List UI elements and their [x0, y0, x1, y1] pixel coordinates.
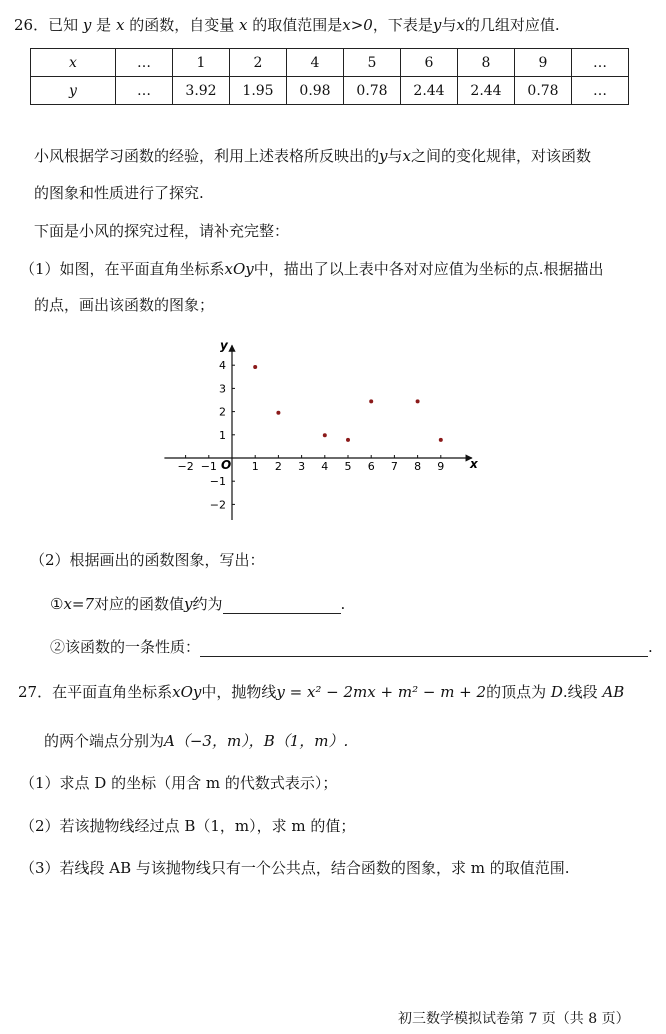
data-point: [276, 411, 280, 415]
x-tick-label: 3: [298, 460, 306, 473]
x-tick-label: 7: [390, 460, 398, 473]
table-cell: …: [116, 49, 173, 77]
table-cell: y: [31, 77, 116, 105]
part-2: （2）根据画出的函数图象，写出：: [30, 551, 265, 569]
value-table: [30, 48, 629, 105]
parabola-formula: y = x² − 2mx + m² − m + 2: [276, 683, 487, 701]
y-tick-label: −2: [209, 498, 226, 512]
y-tick-label: 1: [219, 428, 226, 442]
data-point: [253, 365, 257, 369]
table-cell: 0.78: [515, 77, 572, 105]
table-row-x: [31, 49, 629, 77]
y-tick-label: 3: [219, 382, 226, 396]
table-cell: 1: [173, 49, 230, 77]
table-cell: 8: [458, 49, 515, 77]
data-point: [346, 438, 350, 442]
x-tick-label: 5: [344, 460, 352, 473]
part-1: （1）如图，在平面直角坐标系xOy中，描出了以上表中各对对应值为坐标的点.根据描出: [20, 260, 604, 278]
x-tick-label: 8: [414, 460, 422, 473]
x-tick-label: −1: [200, 460, 217, 473]
table-cell: 1.95: [230, 77, 287, 105]
paragraph-1-line2: 的图象和性质进行了探究.: [34, 184, 204, 202]
q27-part-2: （2）若该抛物线经过点 B（1，m），求 m 的值；: [20, 817, 356, 835]
table-row-y: [31, 77, 629, 105]
x-tick-label: 9: [437, 460, 445, 473]
table-cell: 6: [401, 49, 458, 77]
table-cell: 2.44: [458, 77, 515, 105]
q27-intro: 27．在平面直角坐标系xOy中，抛物线y = x² − 2mx + m² − m + 2的顶点为 D.线段 AB: [18, 683, 625, 701]
table-cell: …: [572, 49, 629, 77]
table-cell: 5: [344, 49, 401, 77]
coordinate-graph: [160, 330, 490, 530]
table-cell: 9: [515, 49, 572, 77]
q27-line2: 的两个端点分别为A（−3，m），B（1，m）.: [44, 732, 349, 750]
y-axis-label: y: [220, 338, 228, 353]
x-tick-label: 4: [321, 460, 329, 473]
x-tick-label: −2: [177, 460, 194, 473]
x-axis-label: x: [470, 457, 478, 471]
data-point: [323, 433, 327, 437]
answer-blank-1[interactable]: [223, 599, 341, 614]
table-cell: x: [31, 49, 116, 77]
table-cell: 3.92: [173, 77, 230, 105]
x-tick-label: 1: [251, 460, 259, 473]
table-cell: 2: [230, 49, 287, 77]
data-point: [439, 438, 443, 442]
table-cell: 0.78: [344, 77, 401, 105]
data-point: [369, 399, 373, 403]
x-tick-label: 6: [367, 460, 375, 473]
q27-part-3: （3）若线段 AB 与该抛物线只有一个公共点，结合函数的图象，求 m 的取值范围.: [20, 859, 570, 877]
paragraph-2: 下面是小风的探究过程，请补充完整：: [34, 222, 290, 240]
y-tick-label: 2: [219, 405, 226, 419]
table-cell: 2.44: [401, 77, 458, 105]
q26-intro: 26．已知 y 是 x 的函数，自变量 x 的取值范围是x>0，下表是y与x的几组对应值.: [14, 16, 560, 34]
q27-part-1: （1）求点 D 的坐标（用含 m 的代数式表示）；: [20, 774, 338, 792]
y-tick-label: 4: [219, 359, 226, 373]
paragraph-1: 小风根据学习函数的经验，利用上述表格所反映出的y与x之间的变化规律，对该函数: [34, 147, 591, 165]
page-footer: 初三数学模拟试卷第 7 页（共 8 页）: [398, 1011, 630, 1027]
origin-label: O: [221, 458, 232, 472]
answer-blank-2[interactable]: [200, 642, 648, 657]
table-cell: …: [116, 77, 173, 105]
sub-question-2: ②该函数的一条性质： .: [50, 638, 653, 656]
sub-question-1: ①x=7对应的函数值y约为 .: [50, 595, 346, 613]
x-tick-label: 2: [274, 460, 282, 473]
y-tick-label: −1: [209, 475, 226, 489]
table-cell: 0.98: [287, 77, 344, 105]
data-point: [416, 399, 420, 403]
table-cell: 4: [287, 49, 344, 77]
part-1-line2: 的点，画出该函数的图象；: [34, 296, 215, 314]
table-cell: …: [572, 77, 629, 105]
